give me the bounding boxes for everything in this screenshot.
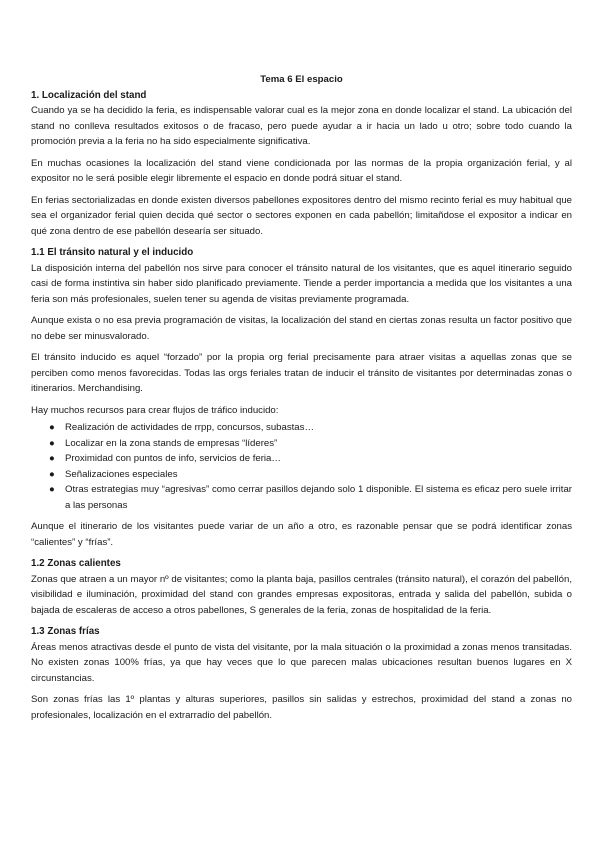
section-1-heading: 1. Localización del stand (31, 89, 147, 101)
section-1-3-paragraph-2: Son zonas frías las 1º plantas y alturas superiores, pasillos sin salidas y estrechos, proximidad del stand a zonas no profesionales, localización en el extrarradio del pabellón. (31, 694, 572, 721)
document-page (31, 72, 572, 729)
section-1-1-paragraph-4: Hay muchos recursos para crear flujos de tráfico inducido: (31, 404, 279, 416)
section-1-paragraph-2: En muchas ocasiones la localización del stand viene condicionada por las normas de la propia organización ferial, y al expositor no le será posible elegir libremente el espacio en donde podrá situar el stand. (31, 157, 572, 184)
traffic-resources-list (31, 420, 572, 513)
section-1-1-paragraph-2: Aunque exista o no esa previa programación de visitas, la localización del stand en ciertas zonas resulta un factor positivo que no debe ser minusvalorado. (31, 315, 572, 342)
section-1-1-heading: 1.1 El tránsito natural y el inducido (31, 247, 194, 258)
bullet-icon: ● (49, 453, 55, 464)
bullet-icon: ● (49, 422, 55, 433)
section-1-paragraph-1: Cuando ya se ha decidido la feria, es indispensable valorar cual es la mejor zona en donde localizar el stand. La ubicación del stand no conlleva resultados exitosos o de fracaso, pero puede ayudar a ir hacia un lado u otro; sobre todo cuando la promoción previa a la feria no ha sido especialmente significativa. (31, 105, 572, 147)
list-item: ● Realización de actividades de rrpp, concursos, subastas… (49, 420, 572, 436)
section-1-1-paragraph-1: La disposición interna del pabellón nos sirve para conocer el tránsito natural de los visitantes, que es aquel itinerario seguido casi de forma instintiva sin haber sido planificado previamente. Tiende a perder importancia a medida que los visitantes a una feria son más profesionales, suelen tener su agenda de visitas previamente programada. (31, 262, 572, 305)
section-1-paragraph-3: En ferias sectorializadas en donde existen diversos pabellones expositores dentro del mismo recinto ferial es muy habitual que sea el organizador ferial quien decida qué sector o sectores exponen en cada pabellón; limitañdose el expositor a indicar en qué zona dentro de ese pabellón desearía ser situado. (31, 194, 572, 237)
bullet-icon: ● (49, 468, 55, 480)
section-1-3-paragraph-1: Áreas menos atractivas desde el punto de vista del visitante, por la mala situación o la proximidad a zonas menos transitadas. No existen zonas 100% frías, ya que hay veces que lo que parecen malas ubicaciones resultan buenos lugares en X circunstancias. (31, 641, 572, 684)
section-1-2-heading: 1.2 Zonas calientes (31, 558, 121, 569)
bullet-icon: ● (49, 484, 55, 495)
list-item: ● Señalizaciones especiales (49, 467, 572, 483)
list-item: ● Otras estrategias muy “agresivas” como cerrar pasillos dejando solo 1 disponible. El sistema es eficaz pero suele irritar a las personas (49, 484, 572, 511)
page-title: Tema 6 El espacio (260, 74, 343, 85)
bullet-icon: ● (49, 437, 55, 449)
section-1-2-paragraph-1: Zonas que atraen a un mayor nº de visitantes; como la planta baja, pasillos centrales (tránsito natural), el corazón del pabellón, visibilidad e iluminación, proximidad del stand con grandes empresas expositoras, entrada y salida del pabellón, subida o bajada de escaleras de acceso a otros pabellones, S generales de la feria, zonas de hospitalidad de la feria. (31, 573, 572, 616)
section-1-3-heading: 1.3 Zonas frías (31, 626, 100, 637)
section-1-1-paragraph-5: Aunque el itinerario de los visitantes puede variar de un año a otro, es razonable pensar que se podrá identificar zonas “calientes” y “frías”. (31, 521, 572, 548)
list-item: ● Proximidad con puntos de info, servicios de feria… (49, 451, 572, 467)
section-1-1-paragraph-3: El tránsito inducido es aquel “forzado” por la propia org ferial precisamente para atraer visitas a aquellas zonas que se perciben como menos favorecidas. Todas las orgs feriales tratan de inducir el tránsito de visitantes por determinadas zonas o itinerarios. Merchandising. (31, 352, 572, 394)
list-item: ● Localizar en la zona stands de empresas “líderes” (49, 436, 572, 452)
